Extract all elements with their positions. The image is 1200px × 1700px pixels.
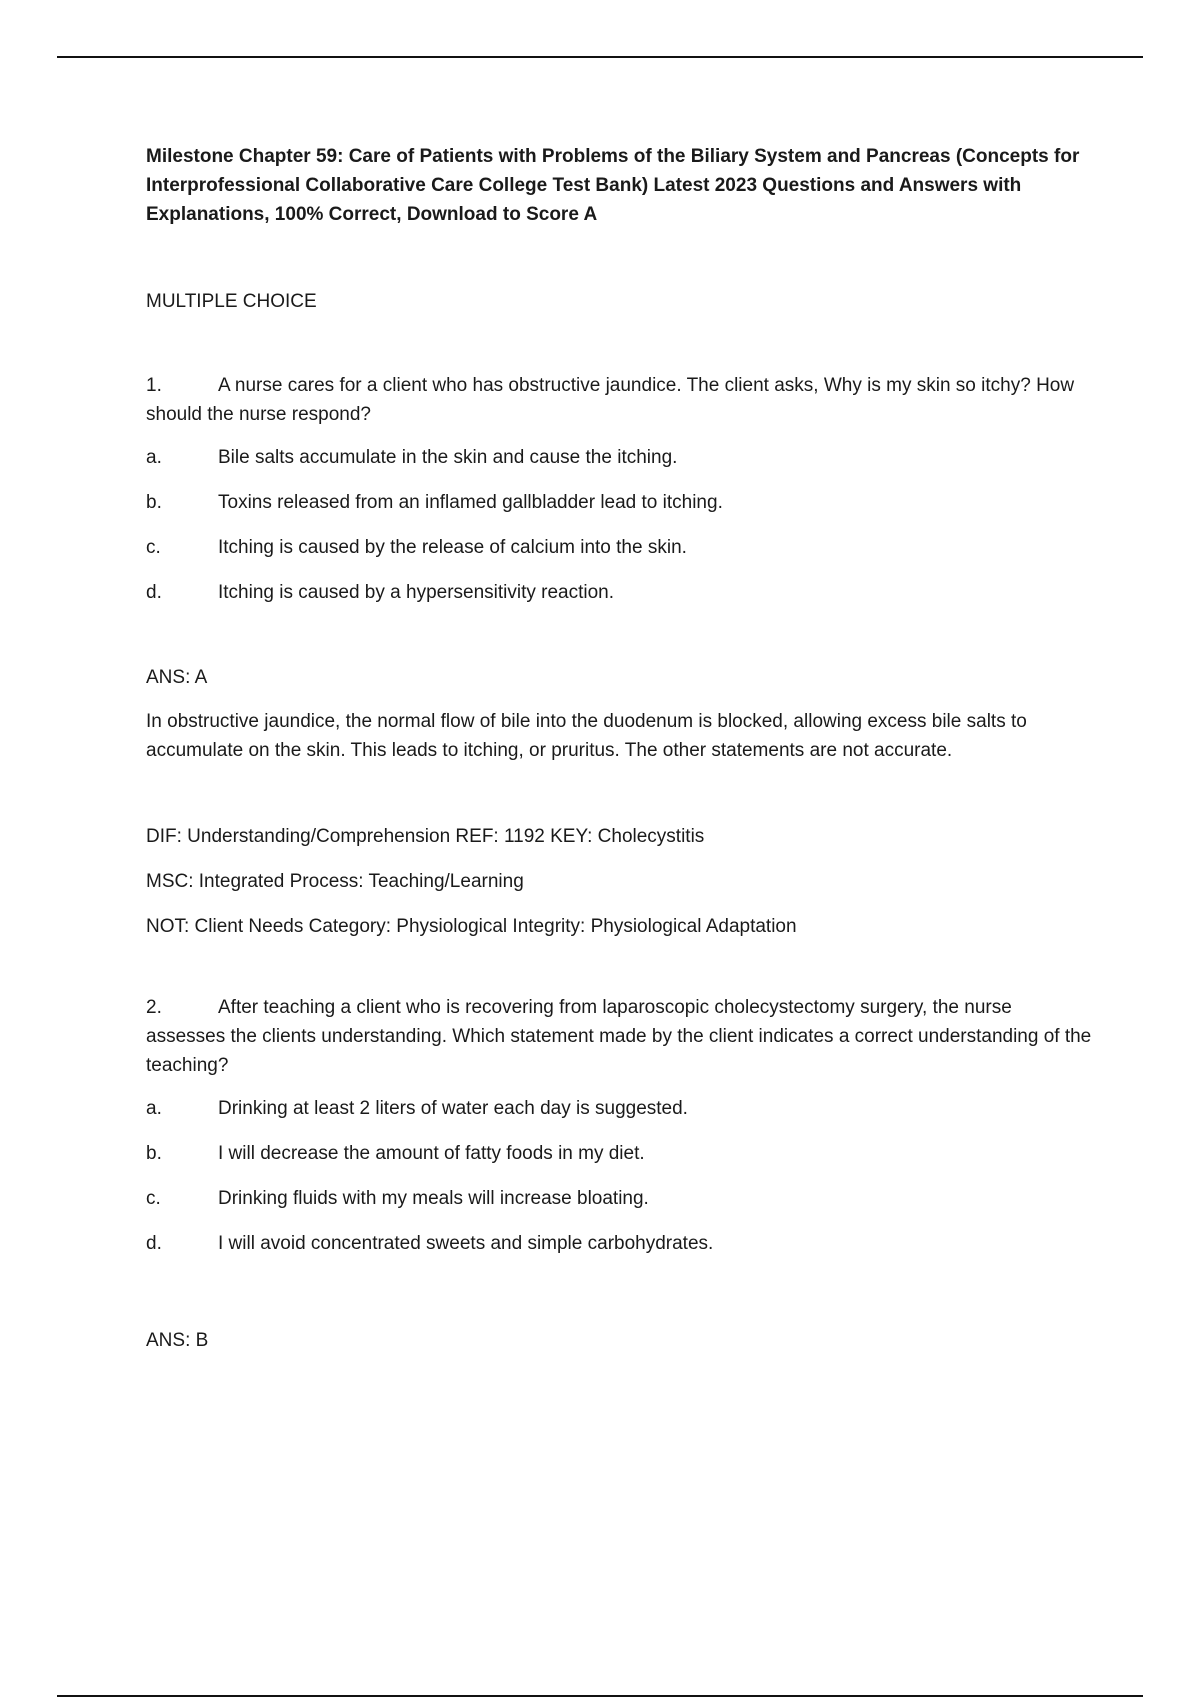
option-text: Drinking fluids with my meals will increase bloating. [218, 1188, 649, 1209]
answer-explanation: In obstructive jaundice, the normal flow of bile into the duodenum is blocked, allowing excess bile salts to accumulate on the skin. This leads to itching, or pruritus. The other statements are not accurate. [146, 711, 1027, 761]
option-c [146, 1184, 1096, 1229]
option-text: Toxins released from an inflamed gallbladder lead to itching. [218, 492, 723, 513]
option-b [146, 488, 1096, 533]
section-heading: MULTIPLE CHOICE [146, 291, 317, 312]
option-text: Drinking at least 2 liters of water each day is suggested. [218, 1098, 688, 1119]
option-d [146, 1229, 1096, 1274]
meta-msc: MSC: Integrated Process: Teaching/Learning [146, 871, 524, 892]
bottom-rule [57, 1695, 1143, 1697]
option-text: I will decrease the amount of fatty foods in my diet. [218, 1143, 645, 1164]
option-c [146, 533, 1096, 578]
option-text: Itching is caused by the release of calcium into the skin. [218, 537, 687, 558]
option-text: Bile salts accumulate in the skin and cause the itching. [218, 447, 678, 468]
option-a [146, 443, 1096, 488]
document-title: Milestone Chapter 59: Care of Patients with Problems of the Biliary System and Pancreas (Concepts for Interprofessional Collaborative Care College Test Bank) Latest 2023 Questions and Answers with Explanations, 100% Correct, Download to Score A [146, 146, 1080, 225]
question-stem-rest: assesses the clients understanding. Which statement made by the client indicates a correct understanding of the teaching? [146, 1026, 1092, 1076]
question-stem-first-line: After teaching a client who is recovering from laparoscopic cholecystectomy surgery, the nurse [218, 997, 1012, 1018]
answer-options [146, 1094, 1096, 1274]
option-letter: b. [146, 492, 162, 513]
meta-not: NOT: Client Needs Category: Physiological Integrity: Physiological Adaptation [146, 916, 797, 937]
option-letter: c. [146, 537, 161, 558]
question-stem [146, 993, 1096, 1080]
document-body [146, 142, 1096, 1355]
option-letter: d. [146, 582, 162, 603]
option-letter: b. [146, 1143, 162, 1164]
top-rule [57, 56, 1143, 58]
option-a [146, 1094, 1096, 1139]
option-letter: a. [146, 447, 162, 468]
question-stem-rest: How should the nurse respond? [146, 375, 1075, 425]
option-b [146, 1139, 1096, 1184]
question-stem-first-line: A nurse cares for a client who has obstructive jaundice. The client asks, Why is my skin so itchy? [218, 375, 1031, 396]
meta-dif-ref-key: DIF: Understanding/Comprehension REF: 1192 KEY: Cholecystitis [146, 826, 705, 847]
question-number: 2. [146, 997, 162, 1018]
option-letter: a. [146, 1098, 162, 1119]
question-1 [146, 371, 1096, 957]
option-text: I will avoid concentrated sweets and simple carbohydrates. [218, 1233, 714, 1254]
answer-options [146, 443, 1096, 623]
answer-key: ANS: B [146, 1330, 209, 1351]
question-2 [146, 993, 1096, 1355]
question-number: 1. [146, 375, 162, 396]
question-stem [146, 371, 1096, 429]
option-letter: d. [146, 1233, 162, 1254]
option-d [146, 578, 1096, 623]
question-metadata [146, 822, 1096, 957]
answer-key: ANS: A [146, 667, 208, 688]
option-text: Itching is caused by a hypersensitivity reaction. [218, 582, 615, 603]
option-letter: c. [146, 1188, 161, 1209]
